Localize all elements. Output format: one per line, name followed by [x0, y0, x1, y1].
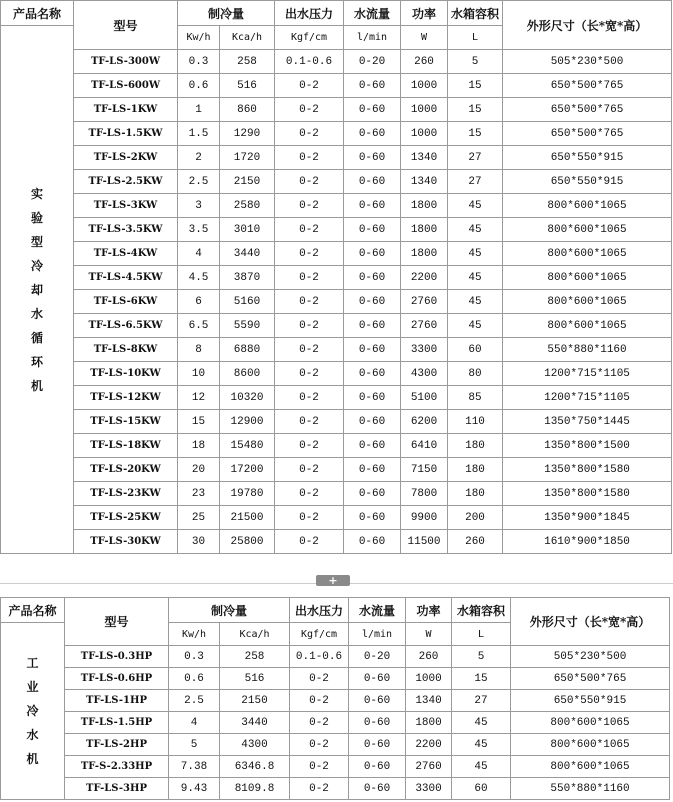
- flow-cell: 0-60: [344, 338, 401, 362]
- category-char: 型: [30, 234, 43, 249]
- dimensions-cell: 800*600*1065: [503, 218, 672, 242]
- table-row: [1, 194, 672, 218]
- flow-cell: 0-60: [344, 170, 401, 194]
- tank-cell: 27: [448, 146, 503, 170]
- table-row: [1, 218, 672, 242]
- flow-cell: 0-60: [344, 386, 401, 410]
- tank-cell: 260: [448, 530, 503, 554]
- tank-cell: 45: [448, 266, 503, 290]
- power-cell: 1000: [401, 98, 448, 122]
- pressure-cell: 0-2: [275, 170, 344, 194]
- tank-cell: 27: [452, 690, 511, 712]
- cooling-kwh-cell: 0.3: [169, 646, 220, 668]
- category-char: 验: [30, 210, 43, 225]
- tank-cell: 15: [448, 74, 503, 98]
- table-row: [1, 50, 672, 74]
- power-cell: 3300: [406, 778, 452, 800]
- pressure-cell: 0-2: [275, 314, 344, 338]
- power-cell: 1800: [401, 194, 448, 218]
- dimensions-cell: 505*230*500: [503, 50, 672, 74]
- pressure-cell: 0-2: [290, 712, 349, 734]
- model-cell: TF-LS-1KW: [74, 98, 178, 122]
- pressure-cell: 0-2: [290, 690, 349, 712]
- unit-kcah: Kca/h: [220, 26, 275, 50]
- table-row: [1, 778, 670, 800]
- power-cell: 2760: [401, 314, 448, 338]
- pressure-cell: 0-2: [275, 242, 344, 266]
- tank-cell: 45: [452, 756, 511, 778]
- flow-cell: 0-60: [344, 506, 401, 530]
- flow-cell: 0-60: [344, 314, 401, 338]
- dimensions-cell: 1200*715*1105: [503, 386, 672, 410]
- industrial-chiller-spec-table: [0, 597, 670, 800]
- category-char: 业: [26, 680, 39, 694]
- unit-w: W: [401, 26, 448, 50]
- header-model: 型号: [65, 598, 169, 646]
- dimensions-cell: 1200*715*1105: [503, 362, 672, 386]
- pressure-cell: 0-2: [275, 386, 344, 410]
- cooling-kcah-cell: 516: [220, 668, 290, 690]
- tank-cell: 5: [452, 646, 511, 668]
- cooling-kcah-cell: 6346.8: [220, 756, 290, 778]
- header-tank-volume: 水箱容积: [452, 598, 511, 623]
- dimensions-cell: 650*500*765: [503, 98, 672, 122]
- cooling-kwh-cell: 0.6: [169, 668, 220, 690]
- model-cell: TF-LS-3.5KW: [74, 218, 178, 242]
- pressure-cell: 0-2: [290, 756, 349, 778]
- dimensions-cell: 1350*750*1445: [503, 410, 672, 434]
- cooling-kwh-cell: 2: [178, 146, 220, 170]
- pressure-cell: 0-2: [275, 362, 344, 386]
- table-row: [1, 314, 672, 338]
- tank-cell: 45: [448, 314, 503, 338]
- category-industrial-chiller: [1, 623, 65, 800]
- header-tank-volume: 水箱容积: [448, 1, 503, 26]
- power-cell: 2760: [401, 290, 448, 314]
- power-cell: 1000: [406, 668, 452, 690]
- cooling-kcah-cell: 25800: [220, 530, 275, 554]
- expand-button[interactable]: +: [316, 575, 350, 586]
- power-cell: 6410: [401, 434, 448, 458]
- model-cell: TF-LS-12KW: [74, 386, 178, 410]
- cooling-kcah-cell: 860: [220, 98, 275, 122]
- category-char: 冷: [30, 258, 43, 273]
- tank-cell: 85: [448, 386, 503, 410]
- cooling-kwh-cell: 0.6: [178, 74, 220, 98]
- power-cell: 1800: [401, 218, 448, 242]
- cooling-kcah-cell: 17200: [220, 458, 275, 482]
- header-power: 功率: [406, 598, 452, 623]
- cooling-kcah-cell: 258: [220, 646, 290, 668]
- table-row: [1, 338, 672, 362]
- dimensions-cell: 1350*900*1845: [503, 506, 672, 530]
- model-cell: TF-S-2.33HP: [65, 756, 169, 778]
- flow-cell: 0-60: [349, 668, 406, 690]
- table-row: [1, 122, 672, 146]
- power-cell: 260: [406, 646, 452, 668]
- tank-cell: 45: [448, 194, 503, 218]
- header-model: 型号: [74, 1, 178, 50]
- flow-cell: 0-60: [344, 146, 401, 170]
- power-cell: 1000: [401, 74, 448, 98]
- dimensions-cell: 505*230*500: [511, 646, 670, 668]
- cooling-kwh-cell: 15: [178, 410, 220, 434]
- tank-cell: 180: [448, 458, 503, 482]
- model-cell: TF-LS-18KW: [74, 434, 178, 458]
- table-row: [1, 756, 670, 778]
- cooling-kwh-cell: 30: [178, 530, 220, 554]
- cooling-kcah-cell: 3010: [220, 218, 275, 242]
- flow-cell: 0-60: [349, 734, 406, 756]
- pressure-cell: 0.1-0.6: [290, 646, 349, 668]
- model-cell: TF-LS-0.3HP: [65, 646, 169, 668]
- tank-cell: 60: [452, 778, 511, 800]
- category-char: 机: [30, 378, 43, 393]
- flow-cell: 0-60: [349, 690, 406, 712]
- model-cell: TF-LS-1.5HP: [65, 712, 169, 734]
- flow-cell: 0-60: [344, 74, 401, 98]
- power-cell: 4300: [401, 362, 448, 386]
- dimensions-cell: 1610*900*1850: [503, 530, 672, 554]
- model-cell: TF-LS-6.5KW: [74, 314, 178, 338]
- model-cell: TF-LS-25KW: [74, 506, 178, 530]
- dimensions-cell: 800*600*1065: [503, 314, 672, 338]
- category-char: 水: [26, 728, 39, 742]
- dimensions-cell: 650*550*915: [503, 146, 672, 170]
- dimensions-cell: 800*600*1065: [503, 266, 672, 290]
- cooling-kwh-cell: 1: [178, 98, 220, 122]
- table-row: [1, 646, 670, 668]
- header-water-flow: 水流量: [349, 598, 406, 623]
- table-row: [1, 386, 672, 410]
- dimensions-cell: 800*600*1065: [503, 194, 672, 218]
- tank-cell: 80: [448, 362, 503, 386]
- cooling-kwh-cell: 25: [178, 506, 220, 530]
- cooling-kwh-cell: 4: [169, 712, 220, 734]
- cooling-kwh-cell: 23: [178, 482, 220, 506]
- unit-l: L: [448, 26, 503, 50]
- cooling-kcah-cell: 3440: [220, 242, 275, 266]
- cooling-kcah-cell: 258: [220, 50, 275, 74]
- power-cell: 1000: [401, 122, 448, 146]
- tank-cell: 180: [448, 482, 503, 506]
- pressure-cell: 0-2: [275, 266, 344, 290]
- header-cooling-capacity: 制冷量: [169, 598, 290, 623]
- table-row: [1, 434, 672, 458]
- model-cell: TF-LS-1HP: [65, 690, 169, 712]
- cooling-kwh-cell: 9.43: [169, 778, 220, 800]
- pressure-cell: 0-2: [275, 290, 344, 314]
- tank-cell: 15: [452, 668, 511, 690]
- model-cell: TF-LS-10KW: [74, 362, 178, 386]
- cooling-kwh-cell: 5: [169, 734, 220, 756]
- table-row: [1, 98, 672, 122]
- power-cell: 260: [401, 50, 448, 74]
- dimensions-cell: 1350*800*1580: [503, 458, 672, 482]
- power-cell: 2200: [401, 266, 448, 290]
- model-cell: TF-LS-300W: [74, 50, 178, 74]
- header-dimensions: 外形尺寸（长*宽*高）: [503, 1, 672, 50]
- flow-cell: 0-60: [344, 458, 401, 482]
- unit-l: L: [452, 623, 511, 646]
- cooling-kwh-cell: 3: [178, 194, 220, 218]
- model-cell: TF-LS-2.5KW: [74, 170, 178, 194]
- flow-cell: 0-60: [344, 362, 401, 386]
- flow-cell: 0-60: [344, 242, 401, 266]
- cooling-kcah-cell: 6880: [220, 338, 275, 362]
- unit-kgf: Kgf/cm: [275, 26, 344, 50]
- power-cell: 6200: [401, 410, 448, 434]
- flow-cell: 0-60: [349, 778, 406, 800]
- cooling-kcah-cell: 1290: [220, 122, 275, 146]
- model-cell: TF-LS-600W: [74, 74, 178, 98]
- flow-cell: 0-60: [344, 410, 401, 434]
- dimensions-cell: 1350*800*1500: [503, 434, 672, 458]
- dimensions-cell: 1350*800*1580: [503, 482, 672, 506]
- pressure-cell: 0-2: [290, 668, 349, 690]
- cooling-kcah-cell: 21500: [220, 506, 275, 530]
- power-cell: 1340: [401, 170, 448, 194]
- table-row: [1, 242, 672, 266]
- unit-w: W: [406, 623, 452, 646]
- cooling-kcah-cell: 8600: [220, 362, 275, 386]
- header-water-flow: 水流量: [344, 1, 401, 26]
- cooling-kwh-cell: 7.38: [169, 756, 220, 778]
- cooling-kcah-cell: 4300: [220, 734, 290, 756]
- pressure-cell: 0-2: [290, 778, 349, 800]
- header-outlet-pressure: 出水压力: [275, 1, 344, 26]
- header-cooling-capacity: 制冷量: [178, 1, 275, 26]
- table-row: [1, 410, 672, 434]
- header-dimensions: 外形尺寸（长*宽*高）: [511, 598, 670, 646]
- tank-cell: 27: [448, 170, 503, 194]
- flow-cell: 0-60: [344, 218, 401, 242]
- cooling-kwh-cell: 2.5: [169, 690, 220, 712]
- cooling-kcah-cell: 5160: [220, 290, 275, 314]
- cooling-kwh-cell: 4.5: [178, 266, 220, 290]
- dimensions-cell: 800*600*1065: [511, 756, 670, 778]
- category-char: 工: [26, 656, 39, 670]
- unit-kwh: Kw/h: [178, 26, 220, 50]
- table-row: [1, 290, 672, 314]
- flow-cell: 0-60: [349, 756, 406, 778]
- pressure-cell: 0.1-0.6: [275, 50, 344, 74]
- power-cell: 1340: [406, 690, 452, 712]
- cooling-kwh-cell: 6.5: [178, 314, 220, 338]
- cooling-kcah-cell: 516: [220, 74, 275, 98]
- power-cell: 1340: [401, 146, 448, 170]
- pressure-cell: 0-2: [275, 410, 344, 434]
- model-cell: TF-LS-3KW: [74, 194, 178, 218]
- unit-lmin: l/min: [349, 623, 406, 646]
- table-row: [1, 668, 670, 690]
- model-cell: TF-LS-6KW: [74, 290, 178, 314]
- pressure-cell: 0-2: [275, 122, 344, 146]
- dimensions-cell: 650*550*915: [503, 170, 672, 194]
- table-row: [1, 530, 672, 554]
- dimensions-cell: 800*600*1065: [503, 290, 672, 314]
- flow-cell: 0-60: [344, 434, 401, 458]
- tank-cell: 45: [452, 712, 511, 734]
- table-row: [1, 146, 672, 170]
- category-char: 循: [30, 330, 43, 345]
- flow-cell: 0-20: [349, 646, 406, 668]
- table-row: [1, 482, 672, 506]
- pressure-cell: 0-2: [275, 458, 344, 482]
- tank-cell: 60: [448, 338, 503, 362]
- cooling-kwh-cell: 2.5: [178, 170, 220, 194]
- dimensions-cell: 650*500*765: [511, 668, 670, 690]
- cooling-kcah-cell: 8109.8: [220, 778, 290, 800]
- model-cell: TF-LS-4KW: [74, 242, 178, 266]
- unit-kgf: Kgf/cm: [290, 623, 349, 646]
- flow-cell: 0-60: [344, 290, 401, 314]
- header-power: 功率: [401, 1, 448, 26]
- flow-cell: 0-60: [344, 530, 401, 554]
- power-cell: 3300: [401, 338, 448, 362]
- pressure-cell: 0-2: [275, 506, 344, 530]
- model-cell: TF-LS-20KW: [74, 458, 178, 482]
- power-cell: 2200: [406, 734, 452, 756]
- tank-cell: 15: [448, 122, 503, 146]
- power-cell: 11500: [401, 530, 448, 554]
- pressure-cell: 0-2: [275, 146, 344, 170]
- power-cell: 1800: [406, 712, 452, 734]
- table-row: [1, 74, 672, 98]
- category-char: 水: [30, 306, 43, 321]
- model-cell: TF-LS-2HP: [65, 734, 169, 756]
- dimensions-cell: 650*500*765: [503, 122, 672, 146]
- cooling-kcah-cell: 2150: [220, 690, 290, 712]
- cooling-kcah-cell: 3870: [220, 266, 275, 290]
- cooling-kwh-cell: 4: [178, 242, 220, 266]
- tank-cell: 45: [448, 218, 503, 242]
- cooling-kwh-cell: 0.3: [178, 50, 220, 74]
- unit-lmin: l/min: [344, 26, 401, 50]
- dimensions-cell: 800*600*1065: [511, 712, 670, 734]
- tank-cell: 45: [452, 734, 511, 756]
- pressure-cell: 0-2: [290, 734, 349, 756]
- pressure-cell: 0-2: [275, 338, 344, 362]
- model-cell: TF-LS-4.5KW: [74, 266, 178, 290]
- dimensions-cell: 800*600*1065: [511, 734, 670, 756]
- cooling-kwh-cell: 3.5: [178, 218, 220, 242]
- tank-cell: 180: [448, 434, 503, 458]
- cooling-kcah-cell: 19780: [220, 482, 275, 506]
- tank-cell: 45: [448, 242, 503, 266]
- power-cell: 1800: [401, 242, 448, 266]
- flow-cell: 0-60: [349, 712, 406, 734]
- cooling-kcah-cell: 12900: [220, 410, 275, 434]
- flow-cell: 0-60: [344, 98, 401, 122]
- cooling-kwh-cell: 18: [178, 434, 220, 458]
- table-row: [1, 690, 670, 712]
- cooling-kcah-cell: 3440: [220, 712, 290, 734]
- dimensions-cell: 550*880*1160: [511, 778, 670, 800]
- category-char: 却: [30, 282, 43, 297]
- flow-cell: 0-60: [344, 194, 401, 218]
- table-row: [1, 712, 670, 734]
- dimensions-cell: 650*500*765: [503, 74, 672, 98]
- power-cell: 7150: [401, 458, 448, 482]
- pressure-cell: 0-2: [275, 74, 344, 98]
- pressure-cell: 0-2: [275, 530, 344, 554]
- power-cell: 2760: [406, 756, 452, 778]
- cooling-kwh-cell: 10: [178, 362, 220, 386]
- cooling-kwh-cell: 6: [178, 290, 220, 314]
- model-cell: TF-LS-3HP: [65, 778, 169, 800]
- table-row: [1, 266, 672, 290]
- cooling-kcah-cell: 15480: [220, 434, 275, 458]
- cooling-kwh-cell: 12: [178, 386, 220, 410]
- cooling-kwh-cell: 8: [178, 338, 220, 362]
- tank-cell: 45: [448, 290, 503, 314]
- category-char: 实: [30, 186, 43, 201]
- pressure-cell: 0-2: [275, 194, 344, 218]
- table-row: [1, 458, 672, 482]
- model-cell: TF-LS-2KW: [74, 146, 178, 170]
- model-cell: TF-LS-30KW: [74, 530, 178, 554]
- model-cell: TF-LS-0.6HP: [65, 668, 169, 690]
- cooling-kwh-cell: 1.5: [178, 122, 220, 146]
- power-cell: 9900: [401, 506, 448, 530]
- table-row: [1, 506, 672, 530]
- cooling-kcah-cell: 1720: [220, 146, 275, 170]
- flow-cell: 0-60: [344, 122, 401, 146]
- cooling-kwh-cell: 20: [178, 458, 220, 482]
- dimensions-cell: 550*880*1160: [503, 338, 672, 362]
- category-char: 机: [26, 752, 39, 766]
- header-product-name: 产品名称: [1, 598, 65, 623]
- table-row: [1, 362, 672, 386]
- header-outlet-pressure: 出水压力: [290, 598, 349, 623]
- power-cell: 7800: [401, 482, 448, 506]
- tank-cell: 15: [448, 98, 503, 122]
- model-cell: TF-LS-8KW: [74, 338, 178, 362]
- category-lab-chiller: [1, 26, 74, 554]
- model-cell: TF-LS-23KW: [74, 482, 178, 506]
- model-cell: TF-LS-15KW: [74, 410, 178, 434]
- category-char: 环: [30, 354, 43, 369]
- pressure-cell: 0-2: [275, 218, 344, 242]
- cooling-kcah-cell: 5590: [220, 314, 275, 338]
- unit-kcah: Kca/h: [220, 623, 290, 646]
- cooling-kcah-cell: 2150: [220, 170, 275, 194]
- flow-cell: 0-60: [344, 482, 401, 506]
- pressure-cell: 0-2: [275, 98, 344, 122]
- table-row: [1, 170, 672, 194]
- tank-cell: 5: [448, 50, 503, 74]
- flow-cell: 0-20: [344, 50, 401, 74]
- dimensions-cell: 800*600*1065: [503, 242, 672, 266]
- pressure-cell: 0-2: [275, 482, 344, 506]
- tank-cell: 110: [448, 410, 503, 434]
- dimensions-cell: 650*550*915: [511, 690, 670, 712]
- unit-kwh: Kw/h: [169, 623, 220, 646]
- model-cell: TF-LS-1.5KW: [74, 122, 178, 146]
- power-cell: 5100: [401, 386, 448, 410]
- cooling-kcah-cell: 10320: [220, 386, 275, 410]
- flow-cell: 0-60: [344, 266, 401, 290]
- category-char: 冷: [26, 704, 39, 718]
- tank-cell: 200: [448, 506, 503, 530]
- table-row: [1, 734, 670, 756]
- cooling-kcah-cell: 2580: [220, 194, 275, 218]
- header-product-name: 产品名称: [1, 1, 74, 26]
- pressure-cell: 0-2: [275, 434, 344, 458]
